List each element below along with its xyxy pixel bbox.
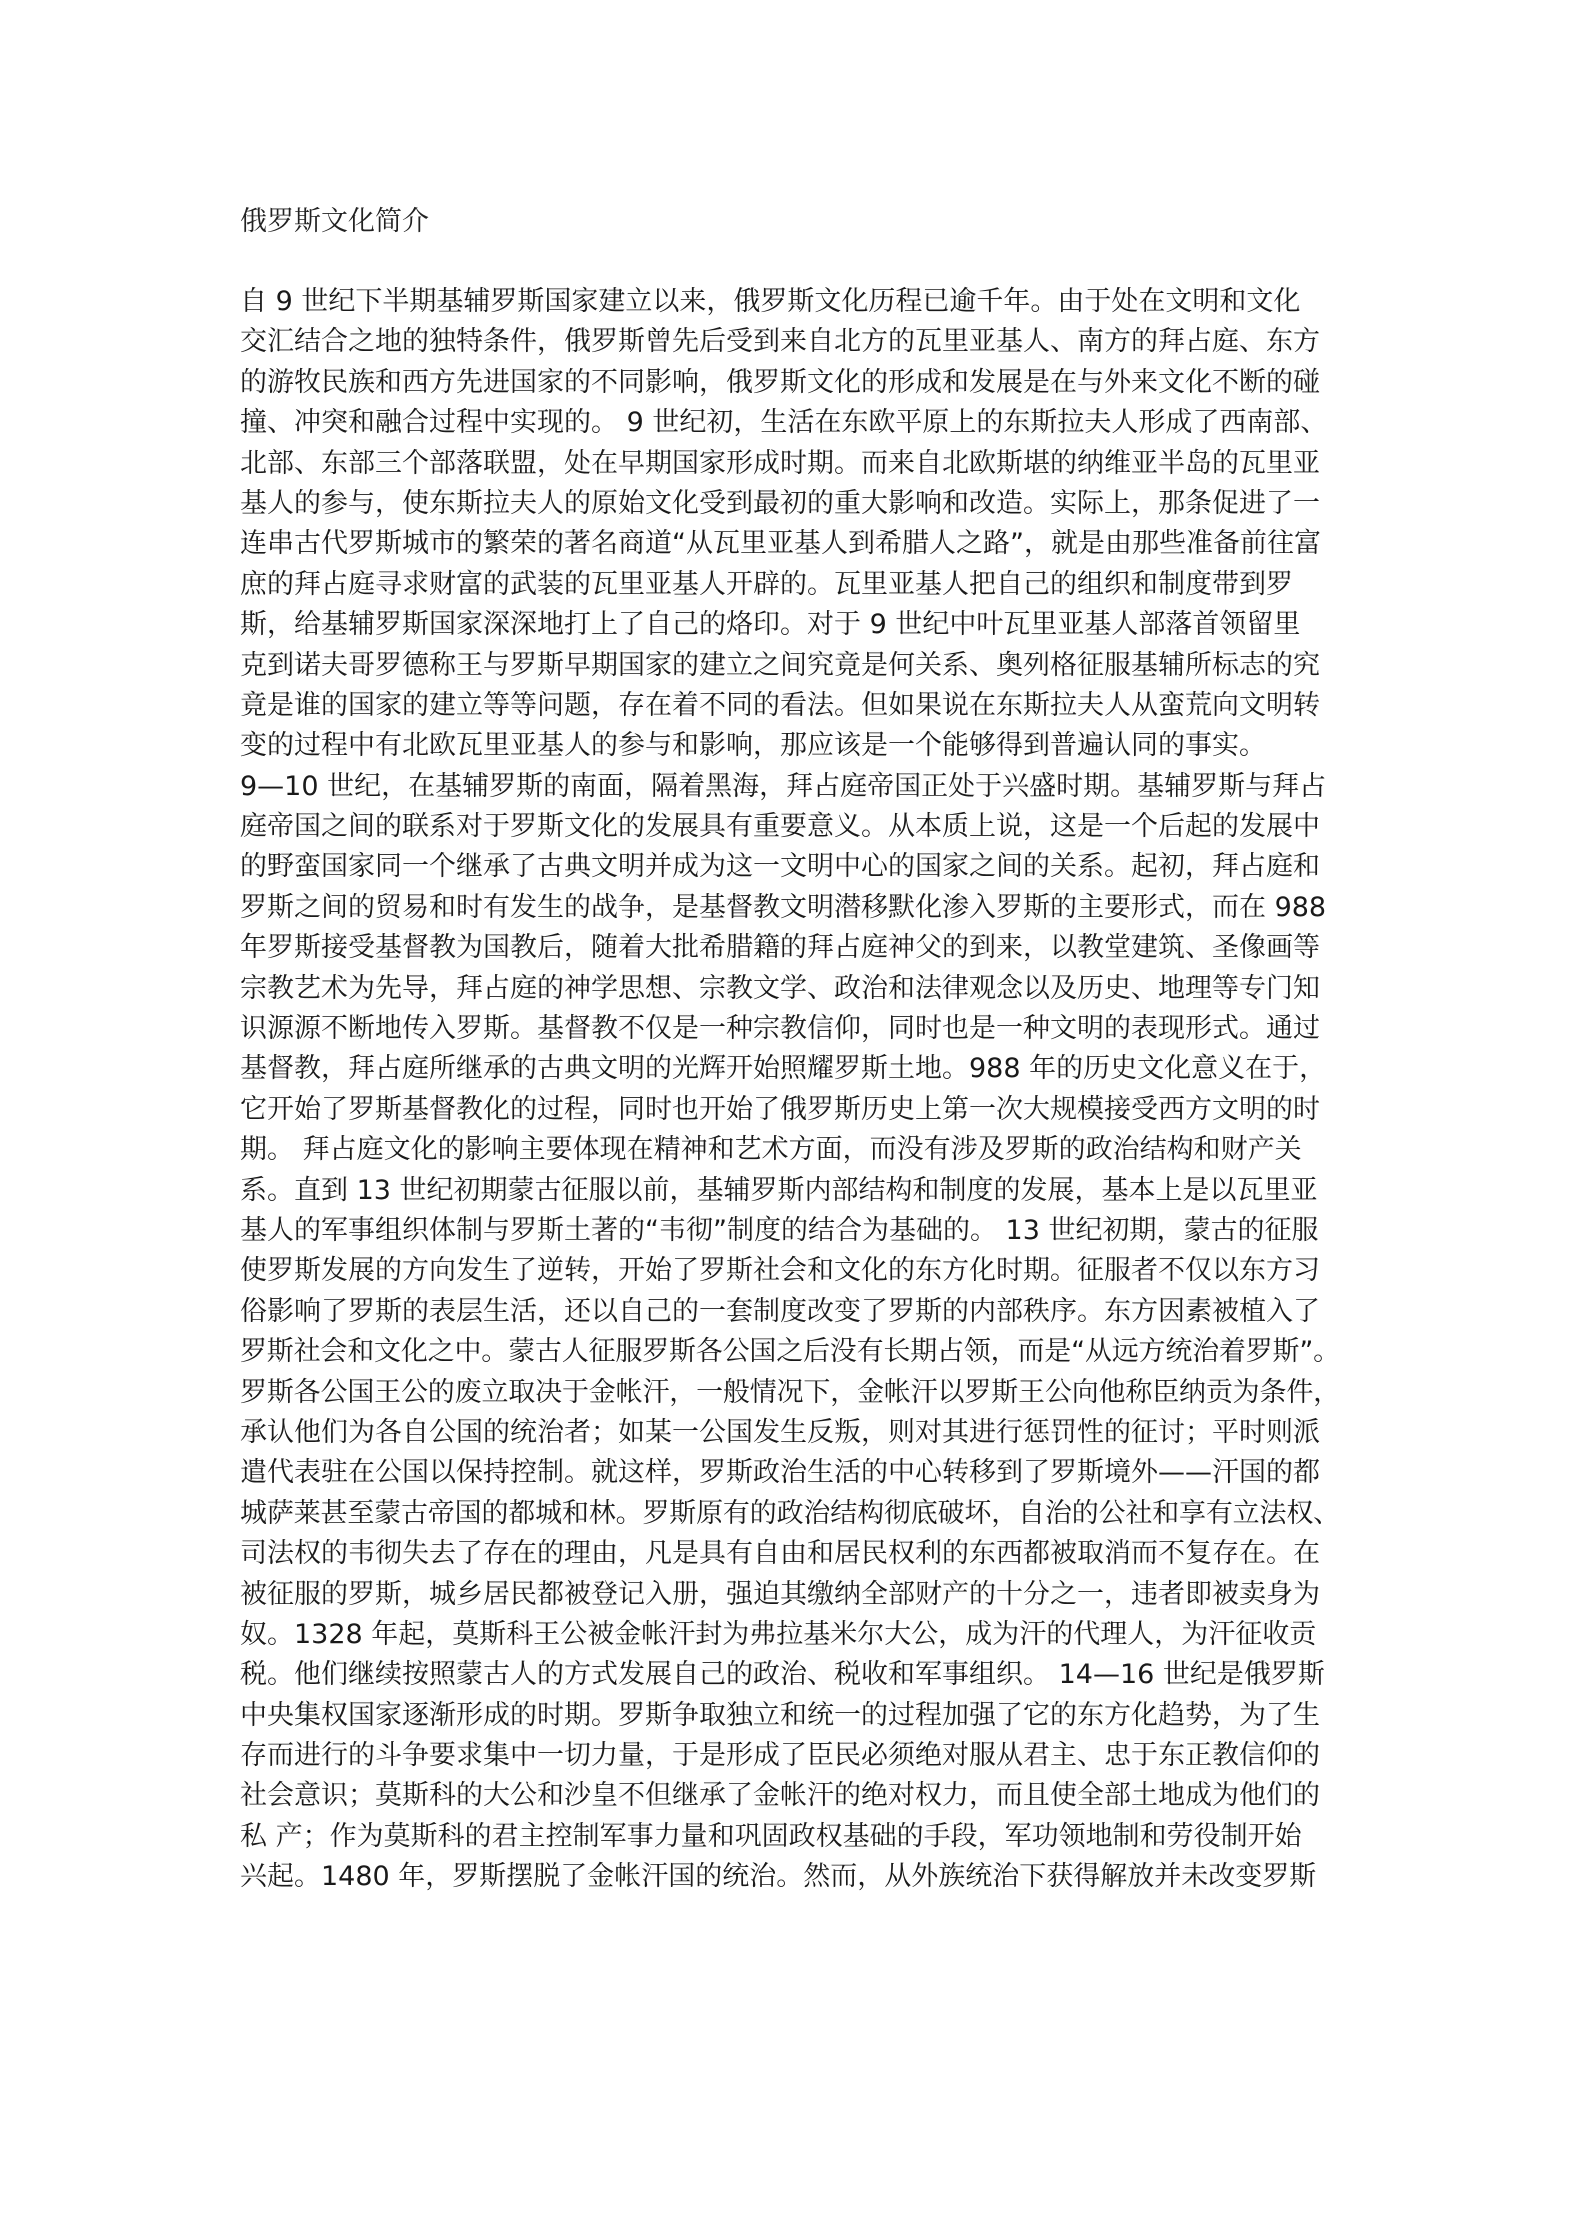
text-line: 城萨莱甚至蒙古帝国的都城和林。罗斯原有的政治结构彻底破坏，自治的公社和享有立法权、 bbox=[240, 1497, 1340, 1529]
text-line: 被征服的罗斯，城乡居民都被登记入册，强迫其缴纳全部财产的十分之一，违者即被卖身为 bbox=[240, 1578, 1320, 1610]
text-line: 北部、东部三个部落联盟，处在早期国家形成时期。而来自北欧斯堪的纳维亚半岛的瓦里亚 bbox=[240, 447, 1320, 479]
text-line: 私 产；作为莫斯科的君主控制军事力量和巩固政权基础的手段，军功领地制和劳役制开始 bbox=[240, 1820, 1302, 1852]
text-line: 的野蛮国家同一个继承了古典文明并成为这一文明中心的国家之间的关系。起初，拜占庭和 bbox=[240, 851, 1320, 883]
text-line: 罗斯各公国王公的废立取决于金帐汗，一般情况下，金帐汗以罗斯王公向他称臣纳贡为条件， bbox=[240, 1376, 1340, 1408]
text-line: 使罗斯发展的方向发生了逆转，开始了罗斯社会和文化的东方化时期。征服者不仅以东方习 bbox=[240, 1255, 1320, 1287]
text-line: 年罗斯接受基督教为国教后，随着大批希腊籍的拜占庭神父的到来，以教堂建筑、圣像画等 bbox=[240, 932, 1320, 964]
text-line: 克到诺夫哥罗德称王与罗斯早期国家的建立之间究竟是何关系、奥列格征服基辅所标志的究 bbox=[240, 649, 1320, 681]
text-line: 宗教艺术为先导，拜占庭的神学思想、宗教文学、政治和法律观念以及历史、地理等专门知 bbox=[240, 972, 1320, 1004]
text-line: 中央集权国家逐渐形成的时期。罗斯争取独立和统一的过程加强了它的东方化趋势，为了生 bbox=[240, 1699, 1320, 1731]
text-line: 基人的参与，使东斯拉夫人的原始文化受到最初的重大影响和改造。实际上，那条促进了一 bbox=[240, 487, 1320, 519]
text-line: 承认他们为各自公国的统治者；如某一公国发生反叛，则对其进行惩罚性的征讨；平时则派 bbox=[240, 1416, 1320, 1448]
text-line: 变的过程中有北欧瓦里亚基人的参与和影响，那应该是一个能够得到普遍认同的事实。 bbox=[240, 730, 1266, 762]
text-line: 奴。1328 年起，莫斯科王公被金帐汗封为弗拉基米尔大公，成为汗的代理人，为汗征收贡 bbox=[240, 1618, 1317, 1650]
text-line: 遣代表驻在公国以保持控制。就这样，罗斯政治生活的中心转移到了罗斯境外——汗国的都 bbox=[240, 1457, 1320, 1489]
text-line: 系。直到 13 世纪初期蒙古征服以前，基辅罗斯内部结构和制度的发展，基本上是以瓦里亚 bbox=[240, 1174, 1318, 1206]
text-line: 兴起。1480 年，罗斯摆脱了金帐汗国的统治。然而，从外族统治下获得解放并未改变罗斯 bbox=[240, 1861, 1317, 1893]
text-line: 司法权的韦彻失去了存在的理由，凡是具有自由和居民权利的东西都被取消而不复存在。在 bbox=[240, 1538, 1320, 1570]
text-line: 庭帝国之间的联系对于罗斯文化的发展具有重要意义。从本质上说，这是一个后起的发展中 bbox=[240, 811, 1320, 843]
text-line: 社会意识；莫斯科的大公和沙皇不但继承了金帐汗的绝对权力，而且使全部土地成为他们的 bbox=[240, 1780, 1320, 1812]
text-line: 俗影响了罗斯的表层生活，还以自己的一套制度改变了罗斯的内部秩序。东方因素被植入了 bbox=[240, 1295, 1320, 1327]
text-line: 的游牧民族和西方先进国家的不同影响，俄罗斯文化的形成和发展是在与外来文化不断的碰 bbox=[240, 366, 1320, 398]
text-line: 9—10 世纪，在基辅罗斯的南面，隔着黑海，拜占庭帝国正处于兴盛时期。基辅罗斯与拜占 bbox=[240, 770, 1327, 802]
text-line: 基人的军事组织体制与罗斯土著的“韦彻”制度的结合为基础的。 13 世纪初期，蒙古的征服 bbox=[240, 1214, 1319, 1246]
text-line: 存而进行的斗争要求集中一切力量，于是形成了臣民必须绝对服从君主、忠于东正教信仰的 bbox=[240, 1740, 1320, 1772]
text-line: 自 9 世纪下半期基辅罗斯国家建立以来，俄罗斯文化历程已逾千年。由于处在文明和文化 bbox=[240, 286, 1301, 317]
text-line: 罗斯之间的贸易和时有发生的战争，是基督教文明潜移默化渗入罗斯的主要形式，而在 988 bbox=[240, 891, 1327, 923]
text-line: 撞、冲突和融合过程中实现的。 9 世纪初，生活在东欧平原上的东斯拉夫人形成了西南部、 bbox=[240, 407, 1328, 439]
text-line: 庶的拜占庭寻求财富的武装的瓦里亚基人开辟的。瓦里亚基人把自己的组织和制度带到罗 bbox=[240, 568, 1293, 600]
text-line: 连串古代罗斯城市的繁荣的著名商道“从瓦里亚基人到希腊人之路”，就是由那些准备前往富 bbox=[240, 528, 1321, 560]
text-line: 基督教，拜占庭所继承的古典文明的光辉开始照耀罗斯土地。988 年的历史文化意义在于， bbox=[240, 1053, 1327, 1085]
text-line: 交汇结合之地的独特条件，俄罗斯曾先后受到来自北方的瓦里亚基人、南方的拜占庭、东方 bbox=[240, 326, 1320, 358]
text-line: 竟是谁的国家的建立等等问题，存在着不同的看法。但如果说在东斯拉夫人从蛮荒向文明转 bbox=[240, 689, 1320, 721]
text-line: 它开始了罗斯基督教化的过程，同时也开始了俄罗斯历史上第一次大规模接受西方文明的时 bbox=[240, 1093, 1320, 1125]
text-line: 斯，给基辅罗斯国家深深地打上了自己的烙印。对于 9 世纪中叶瓦里亚基人部落首领留里 bbox=[240, 609, 1301, 641]
document-body bbox=[240, 282, 1340, 1898]
text-line: 罗斯社会和文化之中。蒙古人征服罗斯各公国之后没有长期占领，而是“从远方统治着罗斯”。 bbox=[240, 1336, 1340, 1368]
document-title: 俄罗斯文化简介 bbox=[240, 206, 429, 237]
text-line: 识源源不断地传入罗斯。基督教不仅是一种宗教信仰，同时也是一种文明的表现形式。通过 bbox=[240, 1013, 1320, 1045]
text-line: 税。他们继续按照蒙古人的方式发展自己的政治、税收和军事组织。 14—16 世纪是俄罗斯 bbox=[240, 1659, 1325, 1691]
text-line: 期。 拜占庭文化的影响主要体现在精神和艺术方面，而没有涉及罗斯的政治结构和财产关 bbox=[240, 1134, 1302, 1166]
